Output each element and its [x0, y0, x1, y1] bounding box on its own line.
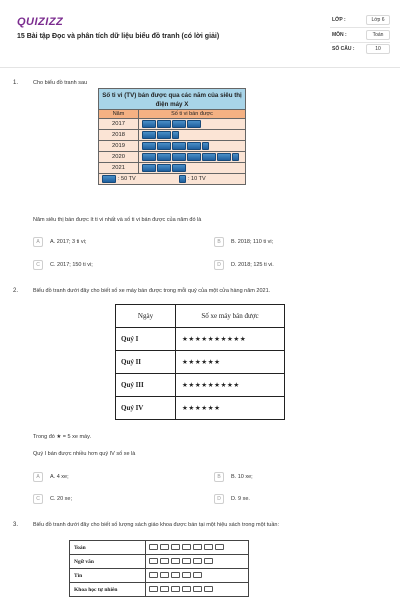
book-icon: [171, 572, 180, 578]
subject-label: Toán: [70, 541, 146, 555]
tv-icon: [202, 153, 216, 161]
book-icon: [171, 544, 180, 550]
chart-row: [98, 130, 246, 141]
tv-icon: [172, 120, 186, 128]
option-c-box[interactable]: C: [33, 494, 43, 504]
tv-icon: [142, 131, 156, 139]
table-row: [70, 555, 249, 569]
book-icon: [149, 586, 158, 592]
book-icon: [182, 572, 191, 578]
option-a[interactable]: A. 4 xe;: [50, 474, 69, 480]
book-icon: [204, 558, 213, 564]
table-row: [70, 569, 249, 583]
option-a[interactable]: A. 2017; 3 ti vi;: [50, 239, 87, 245]
option-d[interactable]: D. 2018; 125 ti vi.: [231, 262, 274, 268]
question-number: 3.: [13, 522, 19, 528]
tv-icon: [187, 153, 201, 161]
question-intro: Biểu đồ tranh dưới đây cho biết số lượng sách giáo khoa được bán tại một hiệu sách trong một tuần:: [33, 522, 279, 528]
option-b[interactable]: B. 10 xe;: [231, 474, 253, 480]
legend-note: Trong đó ★ = 5 xe máy.: [33, 434, 91, 440]
question-intro: Biểu đồ tranh dưới đây cho biết số xe máy bán được trong mỗi quý của một cửa hàng năm 2021.: [33, 288, 271, 294]
tv-icon: [157, 164, 171, 172]
option-c[interactable]: C. 2017; 150 ti vi;: [50, 262, 93, 268]
star-icons: ★★★★★★★★★★: [176, 328, 285, 351]
book-icon: [149, 544, 158, 550]
book-icon: [193, 572, 202, 578]
table-row: [70, 541, 249, 555]
tv-icon: [187, 142, 201, 150]
tv-icon: [172, 153, 186, 161]
chart-row: [98, 119, 246, 130]
tv-icon: [142, 120, 156, 128]
motorbike-pictograph: Ngày Số xe máy bán được Quý I ★★★★★★★★★★ Quý II ★★★★★★ Quý III ★★★★★★★★★ Quý IV ★★★★★★: [115, 304, 285, 420]
book-icon: [160, 544, 169, 550]
book-icon: [160, 586, 169, 592]
subject-label: Ngữ văn: [70, 555, 146, 569]
option-b-box[interactable]: B: [214, 472, 224, 482]
book-icon: [193, 544, 202, 550]
question-text: Quý I bán được nhiều hơn quý IV số xe là: [33, 451, 136, 457]
question-number: 2.: [13, 288, 19, 294]
tv-icon: [157, 153, 171, 161]
chart-legend: : 50 TV : 10 TV: [98, 174, 246, 185]
book-icon: [193, 586, 202, 592]
table-row: [70, 583, 249, 597]
chart-row: [98, 152, 246, 163]
book-icon: [171, 558, 180, 564]
star-icons: ★★★★★★★★★: [176, 374, 285, 397]
option-a-box[interactable]: A: [33, 237, 43, 247]
tv-icon: [187, 120, 201, 128]
tv-pictograph: [98, 88, 246, 185]
quizizz-logo: QUIZIZZ: [17, 16, 64, 28]
table-row: [116, 374, 285, 397]
question-text: Năm siêu thị bán được ít ti vi nhất và số ti vi bán được của năm đó là: [33, 217, 202, 223]
option-b[interactable]: B. 2018; 110 ti vi;: [231, 239, 274, 245]
book-icon: [160, 558, 169, 564]
option-d-box[interactable]: D: [214, 260, 224, 270]
book-icon: [204, 544, 213, 550]
book-icon: [182, 558, 191, 564]
row-year: 2021: [99, 163, 139, 173]
worksheet-header: QUIZIZZ 15 Bài tập Đọc và phân tích dữ liệu biểu đồ tranh (có lời giải) LỚP : Lớp 6 MÔN : Toán SỐ CÂU : 10: [0, 0, 400, 68]
chart-row: [98, 141, 246, 152]
half-tv-icon: [179, 175, 186, 183]
book-icon: [149, 572, 158, 578]
question-intro: Cho biểu đồ tranh sau: [33, 80, 88, 86]
tv-icon: [142, 164, 156, 172]
page-title: 15 Bài tập Đọc và phân tích dữ liệu biểu đồ tranh (có lời giải): [17, 33, 220, 40]
chart-row: [98, 163, 246, 174]
subject-label: Tin: [70, 569, 146, 583]
table-row: [116, 328, 285, 351]
star-icons: ★★★★★★: [176, 351, 285, 374]
book-icon: [204, 586, 213, 592]
option-a-box[interactable]: A: [33, 472, 43, 482]
star-icons: ★★★★★★: [176, 397, 285, 420]
book-icon: [182, 586, 191, 592]
option-c[interactable]: C. 20 xe;: [50, 496, 73, 502]
tv-icon: [102, 175, 116, 183]
half-tv-icon: [172, 131, 179, 139]
option-c-box[interactable]: C: [33, 260, 43, 270]
quarter-label: Quý III: [116, 374, 176, 397]
book-icon: [182, 544, 191, 550]
option-d-box[interactable]: D: [214, 494, 224, 504]
quarter-label: Quý II: [116, 351, 176, 374]
half-tv-icon: [202, 142, 209, 150]
book-icon: [171, 586, 180, 592]
chart-header: Năm Số ti vi bán được: [98, 110, 246, 119]
table-row: [116, 351, 285, 374]
tv-icon: [157, 120, 171, 128]
row-year: 2020: [99, 152, 139, 162]
tv-icon: [142, 142, 156, 150]
tv-icon: [157, 142, 171, 150]
subject-label: Khoa học tự nhiên: [70, 583, 146, 597]
row-year: 2019: [99, 141, 139, 151]
half-tv-icon: [232, 153, 239, 161]
books-pictograph: [69, 540, 249, 597]
question-number: 1.: [13, 80, 19, 86]
quarter-label: Quý I: [116, 328, 176, 351]
tv-icon: [142, 153, 156, 161]
row-year: 2017: [99, 119, 139, 129]
chart-title: Số ti vi (TV) bán được qua các năm của siêu thị điện máy X: [98, 88, 246, 110]
table-row: [116, 397, 285, 420]
row-year: 2018: [99, 130, 139, 140]
book-icon: [149, 558, 158, 564]
book-icon: [215, 544, 224, 550]
tv-icon: [172, 164, 186, 172]
option-b-box[interactable]: B: [214, 237, 224, 247]
option-d[interactable]: D. 9 xe.: [231, 496, 250, 502]
book-icon: [193, 558, 202, 564]
tv-icon: [157, 131, 171, 139]
book-icon: [160, 572, 169, 578]
tv-icon: [217, 153, 231, 161]
quarter-label: Quý IV: [116, 397, 176, 420]
tv-icon: [172, 142, 186, 150]
